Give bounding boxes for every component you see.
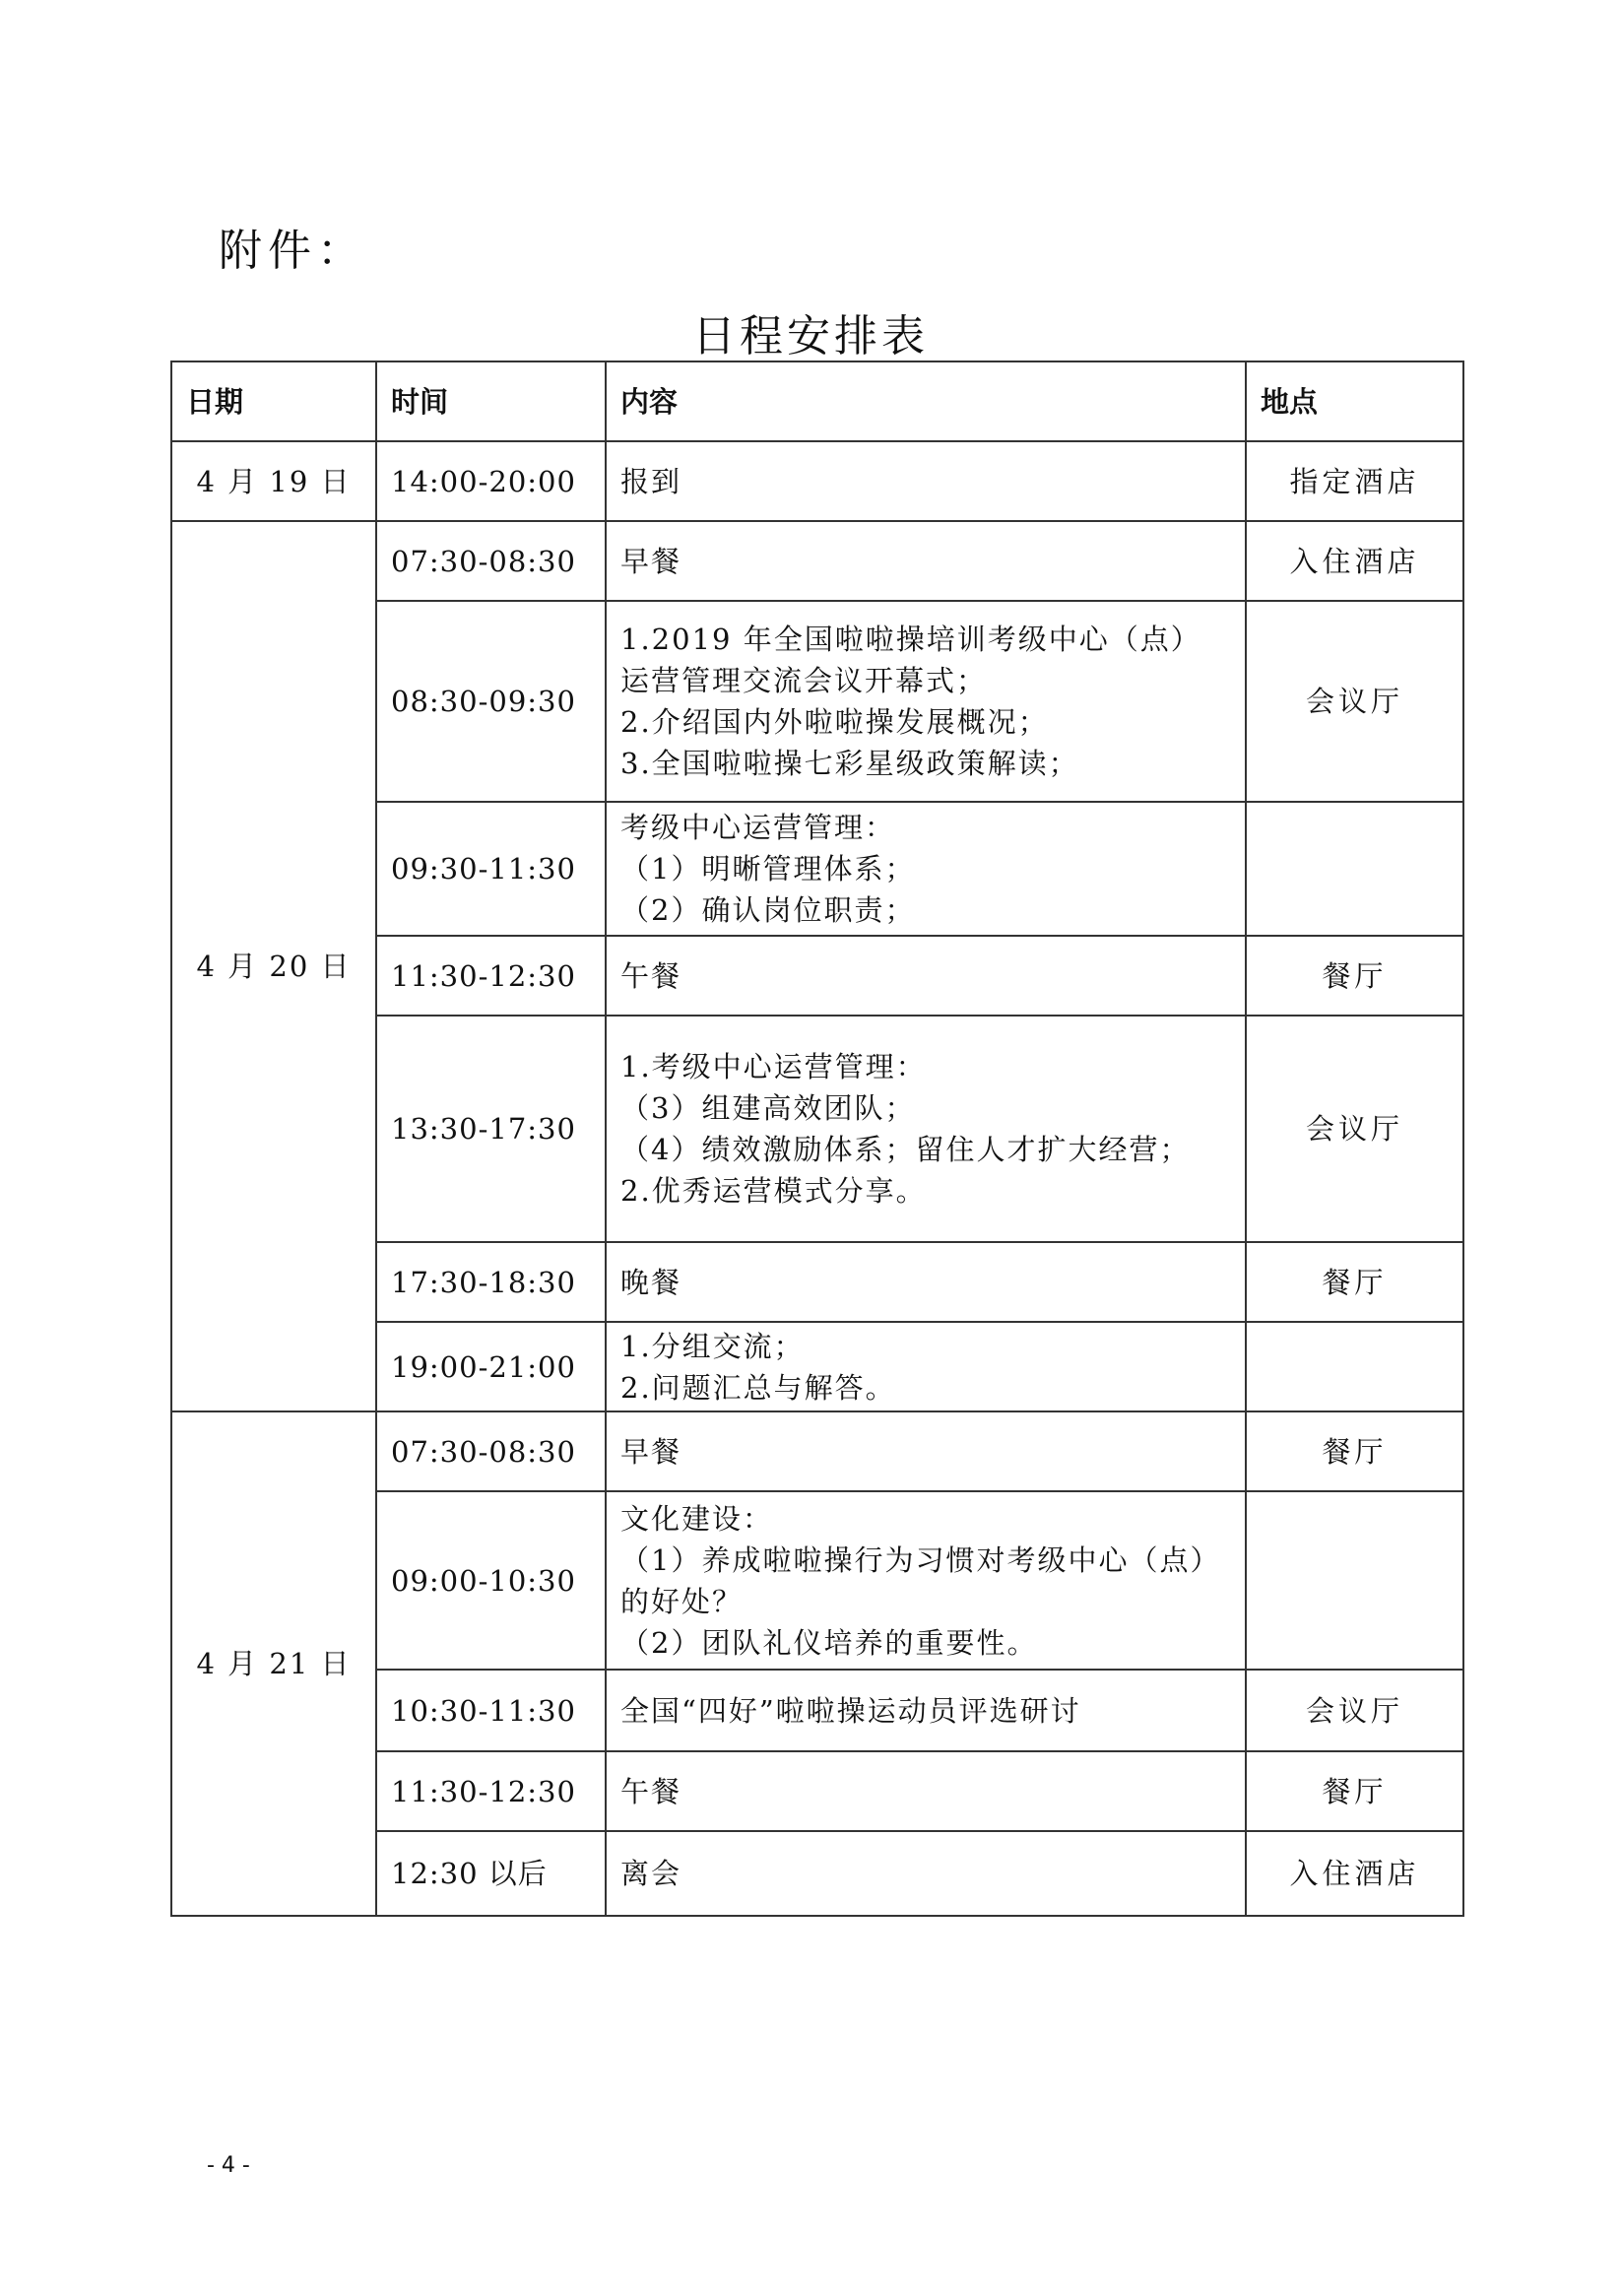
place-cell: 餐厅 — [1246, 1411, 1463, 1491]
content-line: 3.全国啦啦操七彩星级政策解读； — [620, 747, 1079, 780]
content-line: 1.2019 年全国啦啦操培训考级中心（点） — [620, 623, 1201, 656]
date-cell: 4 月 19 日 — [171, 441, 376, 521]
time-cell: 09:30-11:30 — [376, 802, 606, 936]
header-time: 时间 — [376, 361, 606, 441]
schedule-table — [170, 361, 1464, 1917]
time-cell: 07:30-08:30 — [376, 521, 606, 601]
content-line: （1）养成啦啦操行为习惯对考级中心（点） — [620, 1542, 1221, 1577]
content-line: 运营管理交流会议开幕式； — [620, 664, 988, 697]
content-cell — [606, 1322, 1246, 1411]
place-cell — [1246, 1322, 1463, 1411]
content-line: 午餐 — [620, 958, 682, 993]
content-line: 2.问题汇总与解答。 — [620, 1370, 896, 1405]
time-cell: 09:00-10:30 — [376, 1491, 606, 1670]
content-cell — [606, 936, 1246, 1016]
place-cell: 会议厅 — [1246, 601, 1463, 802]
time-cell: 07:30-08:30 — [376, 1411, 606, 1491]
table-row — [171, 441, 1463, 521]
content-line: 2.介绍国内外啦啦操发展概况； — [620, 705, 1049, 739]
place-cell: 餐厅 — [1246, 936, 1463, 1016]
place-cell: 入住酒店 — [1246, 521, 1463, 601]
content-cell — [606, 1016, 1246, 1242]
header-place: 地点 — [1246, 361, 1463, 441]
content-line: （1）明晰管理体系； — [620, 852, 916, 886]
content-line: （4）绩效激励体系；留住人才扩大经营； — [620, 1133, 1191, 1166]
time-cell: 08:30-09:30 — [376, 601, 606, 802]
table-row — [171, 521, 1463, 601]
place-cell: 入住酒店 — [1246, 1831, 1463, 1916]
table-row — [171, 1411, 1463, 1491]
content-line: 晚餐 — [620, 1265, 682, 1299]
content-line: 1.考级中心运营管理： — [620, 1050, 927, 1083]
time-cell: 11:30-12:30 — [376, 1751, 606, 1831]
header-date: 日期 — [171, 361, 376, 441]
content-cell — [606, 1670, 1246, 1751]
time-cell: 19:00-21:00 — [376, 1322, 606, 1411]
content-cell — [606, 802, 1246, 936]
content-line: 报到 — [620, 464, 682, 498]
time-cell: 10:30-11:30 — [376, 1670, 606, 1751]
date-cell: 4 月 21 日 — [171, 1411, 376, 1916]
content-cell — [606, 1831, 1246, 1916]
content-line: 1.分组交流； — [620, 1329, 805, 1363]
place-cell: 餐厅 — [1246, 1242, 1463, 1322]
time-cell: 11:30-12:30 — [376, 936, 606, 1016]
page-number: - 4 - — [207, 2153, 250, 2178]
content-line: 全国“四好”啦啦操运动员评选研讨 — [620, 1693, 1081, 1728]
content-line: （3）组建高效团队； — [620, 1091, 916, 1125]
content-cell — [606, 1491, 1246, 1670]
schedule-body — [171, 441, 1463, 1916]
content-cell — [606, 521, 1246, 601]
place-cell — [1246, 802, 1463, 936]
time-cell: 17:30-18:30 — [376, 1242, 606, 1322]
place-cell: 指定酒店 — [1246, 441, 1463, 521]
content-line: 2.优秀运营模式分享。 — [620, 1174, 927, 1208]
place-cell: 会议厅 — [1246, 1670, 1463, 1751]
date-cell: 4 月 20 日 — [171, 521, 376, 1411]
table-header-row — [171, 361, 1463, 441]
content-line: 文化建设： — [620, 1501, 774, 1536]
content-cell — [606, 1242, 1246, 1322]
time-cell: 13:30-17:30 — [376, 1016, 606, 1242]
time-cell: 12:30 以后 — [376, 1831, 606, 1916]
content-line: 早餐 — [620, 1434, 682, 1469]
content-line: 考级中心运营管理： — [620, 811, 896, 844]
content-line: （2）确认岗位职责； — [620, 893, 916, 927]
schedule-title: 日程安排表 — [692, 311, 929, 361]
content-line: 午餐 — [620, 1774, 682, 1808]
time-cell: 14:00-20:00 — [376, 441, 606, 521]
content-cell — [606, 601, 1246, 802]
content-line: 早餐 — [620, 544, 682, 578]
place-cell: 餐厅 — [1246, 1751, 1463, 1831]
content-line: 离会 — [620, 1857, 682, 1890]
content-line: （2）团队礼仪培养的重要性。 — [620, 1625, 1038, 1660]
content-line: 的好处？ — [620, 1584, 744, 1618]
content-cell — [606, 441, 1246, 521]
place-cell — [1246, 1491, 1463, 1670]
content-cell — [606, 1411, 1246, 1491]
content-cell — [606, 1751, 1246, 1831]
header-content: 内容 — [606, 361, 1246, 441]
place-cell: 会议厅 — [1246, 1016, 1463, 1242]
attachment-label: 附件： — [219, 226, 366, 276]
